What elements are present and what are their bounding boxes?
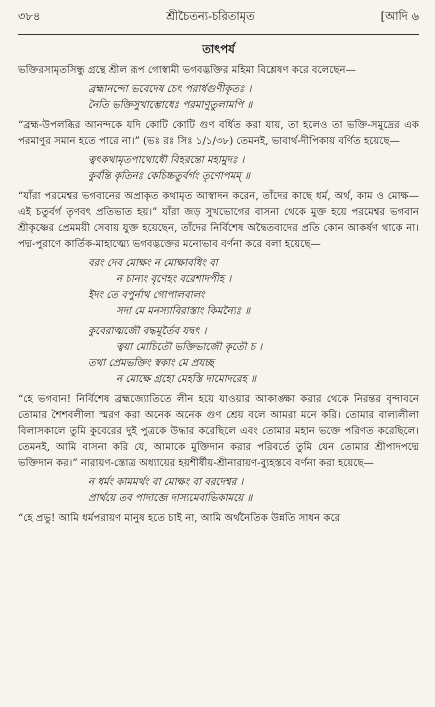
- paragraph: “ব্রহ্ম-উপলব্ধির আনন্দকে যদি কোটি কোটি গুণ বর্ধিত করা যায়, তা হলেও তা ভক্তি-সমুদ্রের এক পরমাণুর সমান হতে পারে না।” (ভঃ রঃ সিঃ ১/১/৩৮) তেমনই, ভাবার্থ-দীপিকায় বর্ণিত হয়েছে—: [18, 120, 419, 147]
- verse-line: ন চান্যং বৃণেহং বরেশাদপীহ ।: [116, 274, 232, 285]
- paragraph: ভক্তিরসামৃতসিন্ধু গ্রন্থে শ্রীল রূপ গোস্বামী ভগবদ্ভক্তির মহিমা বিশ্লেষণ করে বলেছেন—: [18, 65, 356, 76]
- header-rule: [18, 34, 419, 35]
- verse-line: প্রার্থয়ে তব পাদাব্জে দাস্যমেবাভিকাময়ে ॥: [88, 493, 253, 504]
- section-title: তাৎপর্য: [202, 42, 235, 56]
- page-header: [18, 8, 419, 34]
- page-body: [18, 63, 419, 527]
- paragraph: “হে প্রভু! আমি ধর্মপরায়ণ মানুষ হতে চাই না, আমি অর্থনৈতিক উন্নতি সাধন করে: [18, 513, 341, 524]
- sanskrit-verse: [18, 324, 419, 388]
- verse-line: ব্রহ্মানন্দো ভবেদেষ চেৎ পরার্ধগুণীকৃতঃ ।: [88, 84, 252, 95]
- paragraph: “হে ভগবান! নির্বিশেষ ব্রহ্মজ্যোতিতে লীন হয়ে যাওয়ার আকাঙ্ক্ষা করার থেকে নিরন্তর বৃন্দাবনে তোমার শৈশবলীলা স্মরণ করা অনেক অনেক গুণ শ্রেয় বলে আমরা মনে করি। তোমার বাল্যলীলা বিলাসকালে তুমি কুবেরের দুই পুত্রকে উদ্ধার করেছিলে এবং তোমার মহান ভক্তে পরিণত করেছিলে। তেমনই, আমি বাসনা করি যে, আমাকে মুক্তিদান করার পরিবর্তে তুমি যেন তোমার শ্রীপাদপদ্মে ভক্তিদান কর।” নারায়ণ-স্তোত্র অধ্যায়ের হয়শীর্ষীয়-শ্রীনারায়ণ-ব্যুহস্তবে বর্ণনা করা হয়েছে—: [18, 394, 419, 469]
- verse-line: বরং দেব মোক্ষং ন মোক্ষাবধিং বা: [88, 258, 218, 269]
- verse-line: ন মোক্ষে গ্রহো মেহস্তি দামোদরেহ ॥: [116, 374, 256, 385]
- verse-line: ত্বৎকথামৃতপাথোধৌ বিহরন্তো মহামুদঃ ।: [88, 155, 245, 166]
- paragraph: “যাঁরা পরমেশ্বর ভগবানের অপ্রাকৃত কথামৃত আস্বাদন করেন, তাঁদের কাছে ধর্ম, অর্থ, কাম ও মোক্ষ—এই চতুর্বর্গ তৃণবৎ প্রতিভাত হয়।” যাঁরা জড় সুখভোগের বাসনা থেকে মুক্ত হয়ে পরমেশ্বর ভগবান শ্রীকৃষ্ণের প্রেমময়ী সেবায় যুক্ত হয়েছেন, তাঁদের নির্বিশেষ অদ্বৈতবাদের প্রতি কোন আকর্ষণ থাকে না। পদ্ম-পুরাণে কার্তিক-মাহাত্ম্যে ভগবদ্ভক্তের মনোভাব বর্ণনা করে বলা হয়েছে—: [18, 191, 419, 250]
- verse-line: কুবেরাত্মজৌ বদ্ধমূর্তৈব যদ্বৎ ।: [88, 326, 207, 337]
- verse-line: ইদং তে বপুর্নাথ গোপালবালং: [88, 290, 205, 301]
- sanskrit-verse: [18, 153, 419, 185]
- verse-line: ত্বয়া মোচিতৌ ভক্তিভাজৌ কৃতৌ চ ।: [116, 342, 263, 353]
- verse-line: সদা মে মনস্যাবিরাস্তাং কিমন্যৈঃ ॥: [116, 306, 251, 317]
- verse-line: তথা প্রেমভক্তিং স্বকাং মে প্রযচ্ছ: [88, 358, 214, 369]
- sanskrit-verse: [18, 475, 419, 507]
- verse-line: নৈতি ভক্তিসুখাম্ভোধেঃ পরমাণুতুলামপি ॥: [88, 100, 253, 111]
- sanskrit-verse: [18, 256, 419, 320]
- chapter-reference: [আদি ৬: [380, 9, 419, 23]
- sanskrit-verse: [18, 82, 419, 114]
- page-number: ৩৮৪: [18, 9, 41, 23]
- verse-line: কুর্বন্তি কৃতিনঃ কেচিচ্চতুর্বর্গং তৃণোপমম্ ॥: [88, 171, 250, 182]
- running-title: শ্রীচৈতন্য-চরিতামৃত: [166, 9, 255, 23]
- verse-line: ন ধর্মং কামমর্থং বা মোক্ষং বা বরদেশ্বর ।: [88, 477, 244, 488]
